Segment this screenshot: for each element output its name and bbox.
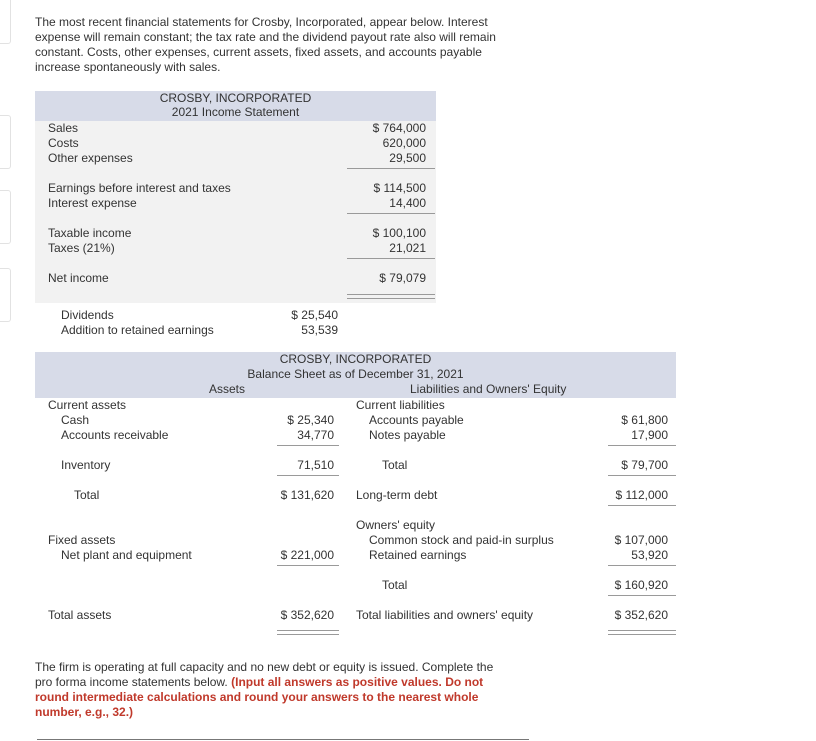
ebit-label: Earnings before interest and taxes [48,181,231,195]
owners-equity-total-label: Total [382,578,408,592]
question-instruction: number, e.g., 32.) [35,705,134,719]
divider [277,475,339,476]
double-underline [347,298,435,299]
interest-value: 14,400 [389,196,426,210]
question-line [35,675,552,690]
current-assets-label: Current assets [48,398,127,412]
taxable-income-value: $ 100,100 [372,226,426,240]
sales-value: $ 764,000 [372,121,426,135]
double-underline [277,634,339,635]
side-tab[interactable] [0,268,11,322]
cash-label: Cash [61,413,90,427]
divider [608,505,676,506]
accounts-payable-value: $ 61,800 [621,413,668,427]
net-income-label: Net income [48,271,109,285]
side-tab[interactable] [0,0,11,44]
retained-value: 53,539 [301,323,338,337]
ebit-value: $ 114,500 [373,181,426,195]
long-term-debt-label: Long-term debt [356,488,438,502]
retained-label: Addition to retained earnings [61,323,214,337]
taxable-income-label: Taxable income [48,226,132,240]
divider [608,595,676,596]
current-assets-total-label: Total [74,488,100,502]
dividends-value: $ 25,540 [291,308,338,322]
side-tab[interactable] [0,190,11,244]
accounts-receivable-value: 34,770 [297,428,334,442]
fixed-assets-label: Fixed assets [48,533,116,547]
cash-value: $ 25,340 [287,413,334,427]
is-company: CROSBY, INCORPORATED [159,91,312,105]
intro-line: The most recent financial statements for Crosby, Incorporated, appear below. Interest [35,15,488,29]
sales-label: Sales [48,121,79,135]
retained-earnings-label: Retained earnings [369,548,467,562]
current-liabilities-label: Current liabilities [356,398,445,412]
interest-label: Interest expense [48,196,137,210]
retained-earnings-value: 53,920 [631,548,668,562]
notes-payable-label: Notes payable [369,428,446,442]
common-stock-value: $ 107,000 [614,533,668,547]
other-expenses-label: Other expenses [48,151,133,165]
dividends-label: Dividends [61,308,114,322]
total-assets-label: Total assets [48,608,112,622]
costs-value: 620,000 [382,136,426,150]
double-underline [277,630,339,631]
intro-line: increase spontaneously with sales. [35,60,221,74]
ppe-label: Net plant and equipment [61,548,192,562]
double-underline [608,630,676,631]
long-term-debt-value: $ 112,000 [615,488,668,502]
bs-title: Balance Sheet as of December 31, 2021 [247,367,464,381]
divider [608,445,676,446]
common-stock-label: Common stock and paid-in surplus [369,533,554,547]
question-instruction: (Input all answers as positive values. Do not [231,675,484,689]
other-expenses-value: 29,500 [389,151,426,165]
ppe-value: $ 221,000 [280,548,334,562]
current-liabilities-total-value: $ 79,700 [621,458,668,472]
question-text: pro forma income statements below. [35,675,228,689]
intro-paragraph [35,15,552,75]
accounts-receivable-label: Accounts receivable [61,428,169,442]
total-assets-value: $ 352,620 [280,608,334,622]
inventory-value: 71,510 [297,458,334,472]
divider [347,258,435,259]
inventory-label: Inventory [61,458,111,472]
divider [277,445,339,446]
accounts-payable-label: Accounts payable [369,413,464,427]
divider [347,168,435,169]
liabilities-header: Liabilities and Owners' Equity [410,382,567,396]
answer-area-divider [37,739,529,740]
total-liabilities-equity-label: Total liabilities and owners' equity [356,608,534,622]
double-underline [608,634,676,635]
double-underline [347,294,435,295]
intro-line: expense will remain constant; the tax rate and the dividend payout rate also will remain [35,30,496,44]
question-line: The firm is operating at full capacity and no new debt or equity is issued. Complete the [35,660,494,674]
side-tab[interactable] [0,115,11,169]
question-instruction: round intermediate calculations and round your answers to the nearest whole [35,690,479,704]
notes-payable-value: 17,900 [631,428,668,442]
taxes-value: 21,021 [389,241,426,255]
divider [608,475,676,476]
taxes-label: Taxes (21%) [48,241,115,255]
net-income-value: $ 79,079 [379,271,426,285]
intro-line: constant. Costs, other expenses, current assets, fixed assets, and accounts payable [35,45,482,59]
current-liabilities-total-label: Total [382,458,408,472]
question-paragraph [35,660,552,720]
divider [277,565,339,566]
divider [608,565,676,566]
total-liabilities-equity-value: $ 352,620 [614,608,668,622]
costs-label: Costs [48,136,79,150]
is-title: 2021 Income Statement [171,105,300,119]
assets-header: Assets [209,382,246,396]
owners-equity-label: Owners' equity [356,518,435,532]
owners-equity-total-value: $ 160,920 [614,578,668,592]
divider [347,213,435,214]
bs-company: CROSBY, INCORPORATED [279,352,432,366]
current-assets-total-value: $ 131,620 [280,488,334,502]
